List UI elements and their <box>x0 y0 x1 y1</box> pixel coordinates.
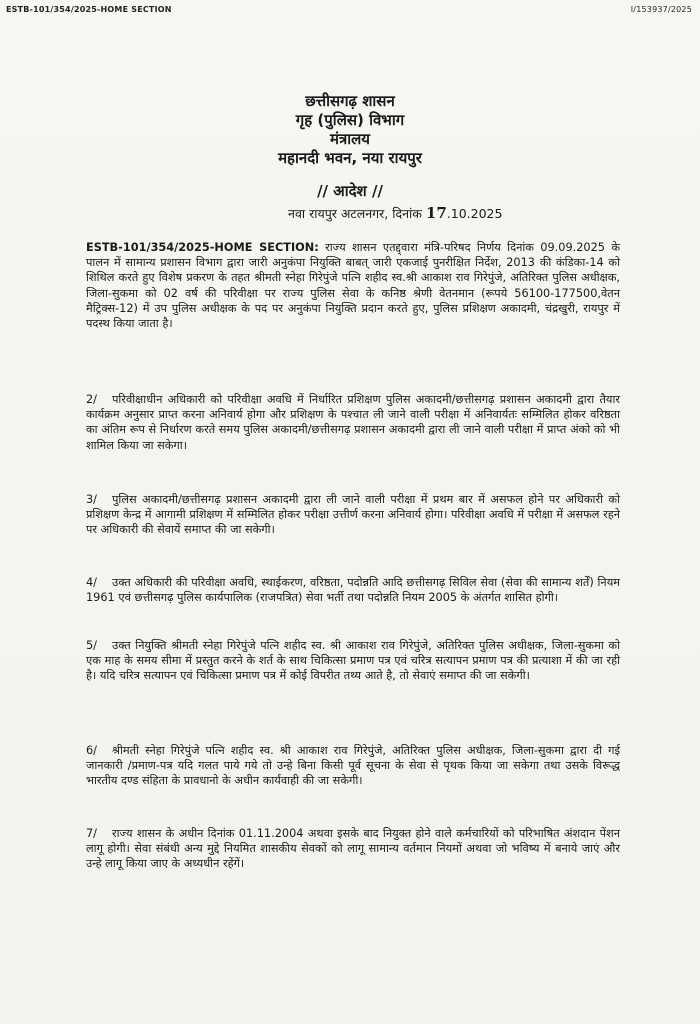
paragraph-5-text: उक्त नियुक्ति श्रीमती स्नेहा गिरेपुंजे पत्नि शहीद स्व. श्री आकाश राव गिरेपुंजे, अतिरिक्त पुलिस अधीक्षक, जिला-सुकमा को एक माह के समय सीमा में प्रस्तुत करने के शर्त के साथ चिकित्सा प्रमाण पत्र एवं चरित्र सत्यापन प्रमाण पत्र की प्रत्याशा में की जा रही है। यदि चरित्र सत्यापन एवं चिकित्सा प्रमाण पत्र में कोई विपरीत तथ्य आते है, तो सेवाएं समाप्त की जा सकेगी। <box>86 639 620 683</box>
letterhead-line: मंत्रालय <box>329 130 370 148</box>
letterhead-line: छत्तीसगढ़ शासन <box>305 92 395 110</box>
paragraph-number: 4/ <box>86 576 97 589</box>
file-reference: ESTB-101/354/2025-HOME SECTION <box>6 5 172 14</box>
paragraph-2-text: परिवीक्षाधीन अधिकारी को परिवीक्षा अवधि में निर्धारित प्रशिक्षण पुलिस अकादमी/छत्तीसगढ़ प्रशासन अकादमी द्वारा तैयार कार्यक्रम अनुसार प्राप्त करना अनिवार्य होगा और प्रशिक्षण के पश्चात ली जाने वाली परीक्षा में अनिवार्यतः सम्मिलित होकर वरिष्ठता का अंतिम रूप से निर्धारण करते समय पुलिस अकादमी/छत्तीसगढ़ प्रशासन अकादमी द्वारा ली जाने वाली परीक्षा में प्राप्त अंको को भी शामिल किया जा सकेगा। <box>86 393 620 452</box>
letterhead-line: महानदी भवन, नया रायपुर <box>278 149 422 167</box>
paragraph-1-text: राज्य शासन एतद्द्वारा मंत्रि-परिषद निर्णय दिनांक 09.09.2025 के पालन में सामान्य प्रशासन विभाग द्वारा जारी अनुकंपा नियुक्ति बाबत् जारी एकजाई पुनरीक्षित निर्देश, 2013 की कंडिका-14 को शिथिल करते हुए विशेष प्रकरण के तहत श्रीमती स्नेहा गिरेपुंजे पत्नि शहीद स्व.श्री आकाश राव गिरेपुंजे, अतिरिक्त पुलिस अधीक्षक, जिला-सुकमा को 02 वर्ष की परिवीक्षा पर राज्य पुलिस सेवा के कनिष्ठ श्रेणी वेतनमान (रूपये 56100-177500,वेतन मैट्रिक्स-12) में उप पुलिस अधीक्षक के पद पर अनुकंपा नियुक्ति प्रदान करते हुए, पुलिस प्रशिक्षण अकादमी, चंद्रखुरी, रायपुर में पदस्थ किया जाता है। <box>86 241 620 331</box>
paragraph-number: 5/ <box>86 639 97 652</box>
paragraph-7 <box>86 826 620 872</box>
paragraph-4-text: उक्त अधिकारी की परिवीक्षा अवधि, स्थाईकरण, वरिष्ठता, पदोन्नति आदि छत्तीसगढ़ सिविल सेवा (सेवा की सामान्य शर्तें) नियम 1961 एवं छत्तीसगढ़ पुलिस कार्यपालिक (राजपत्रित) सेवा भर्ती तथा पदोन्नति नियम 2005 के अंतर्गत शासित होगी। <box>86 576 620 605</box>
paragraph-3-text: पुलिस अकादमी/छत्तीसगढ़ प्रशासन अकादमी द्वारा ली जाने वाली परीक्षा में प्रथम बार में असफल होने पर अधिकारी को प्रशिक्षण केन्द्र में आगामी प्रशिक्षण में सम्मिलित होकर परीक्षा उत्तीर्ण करना अनिवार्य होगा। परिवीक्षा अवधि में परीक्षा में असफल रहने पर अधिकारी की सेवायें समाप्त की जा सकेगी। <box>86 493 620 537</box>
paragraph-1-lead: ESTB-101/354/2025-HOME SECTION: <box>86 241 319 254</box>
paragraph-number: 3/ <box>86 493 97 506</box>
paragraph-number: 6/ <box>86 744 97 757</box>
paragraph-6 <box>86 743 620 789</box>
paragraph-4 <box>86 575 620 605</box>
paragraph-3 <box>86 492 620 538</box>
date-rest: .10.2025 <box>446 206 503 221</box>
paragraph-1 <box>86 240 620 331</box>
place-date <box>288 204 502 222</box>
letterhead-line: गृह (पुलिस) विभाग <box>295 111 405 129</box>
paragraph-7-text: राज्य शासन के अधीन दिनांक 01.11.2004 अथवा इसके बाद नियुक्त होने वाले कर्मचारियों को परिभाषित अंशदान पेंशन लागू होगी। सेवा संबंधी अन्य मुद्दे नियमित शासकीय सेवकों को लागू सामान्य वर्तमान नियमों अथवा जो भविष्य में बनाये जाएं और उन्हे लागू किया जाए के अध्यधीन रहेंगें। <box>86 827 620 871</box>
place-date-prefix: नवा रायपुर अटलनगर, दिनांक <box>288 206 422 221</box>
letterhead <box>0 92 700 168</box>
paragraph-2 <box>86 392 620 453</box>
document-id: I/153937/2025 <box>630 5 692 14</box>
paragraph-5 <box>86 638 620 684</box>
paragraph-6-text: श्रीमती स्नेहा गिरेपुंजे पत्नि शहीद स्व. श्री आकाश राव गिरेपुंजे, अतिरिक्त पुलिस अधीक्षक, जिला-सुकमा द्वारा दी गई जानकारी /प्रमाण-पत्र यदि गलत पाये गये तो उन्हे बिना किसी पूर्व सूचना के सेवा से पृथक किया जा सकेगा तथा उसके विरूद्ध भारतीय दण्ड संहिता के प्रावधानो के अधीन कार्यवाही की जा सकेगी। <box>86 744 620 788</box>
order-title: // आदेश // <box>317 182 383 200</box>
paragraph-number: 2/ <box>86 393 97 406</box>
date-day: 17 <box>425 204 447 222</box>
paragraph-number: 7/ <box>86 827 97 840</box>
